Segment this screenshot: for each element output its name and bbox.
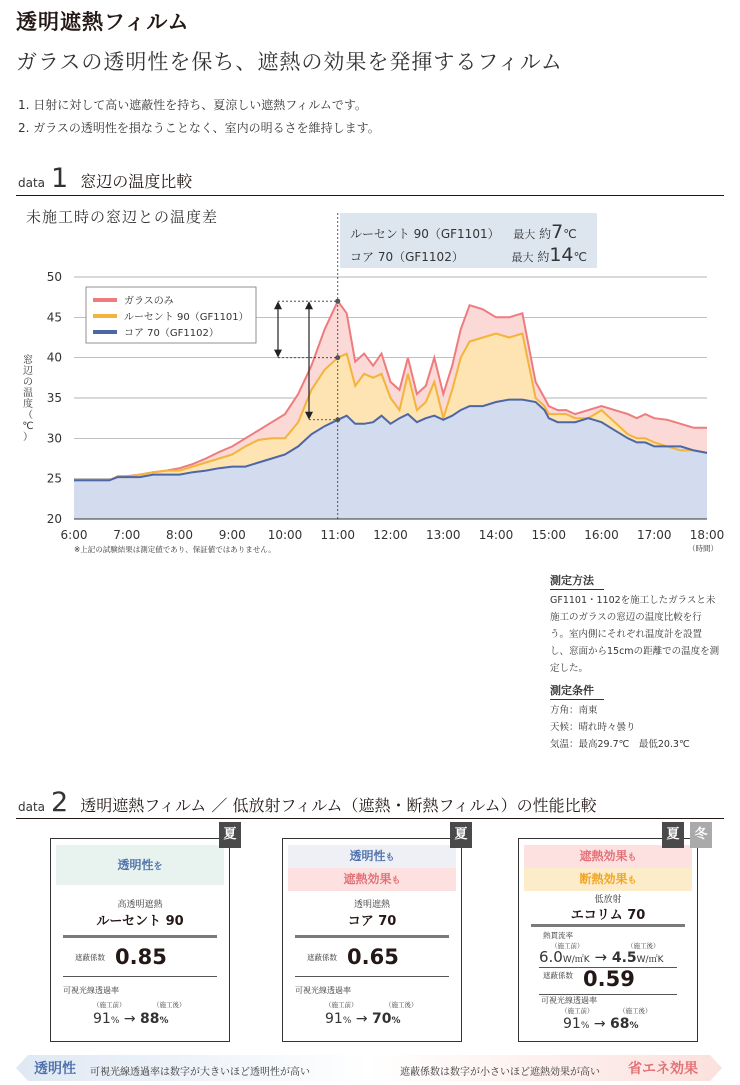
shading-coefficient-value: 0.59 [583, 967, 635, 991]
x-tick-label: 17:00 [636, 528, 672, 542]
method-title: 測定方法 [550, 572, 604, 590]
difference-arrow-lucent-head-bottom [274, 350, 282, 358]
shading-coefficient-value: 0.65 [347, 945, 399, 969]
callout-approx: 約 [539, 227, 552, 241]
shading-coefficient-label: 遮蔽係数 [75, 953, 105, 962]
section2-data-label: data [18, 800, 46, 814]
before-label: （施工前） [561, 1007, 594, 1015]
product-name: ルーセント 90 [96, 914, 184, 929]
bottom-right-title: 省エネ効果 [628, 1061, 698, 1077]
before-label: （施工前） [93, 1001, 126, 1009]
legend-label: コア 70（GF1102） [124, 328, 219, 339]
bottom-left-title: 透明性 [34, 1061, 76, 1077]
page-subtitle: ガラスの透明性を保ち、遮熱の効果を発揮するフィルム [16, 50, 563, 74]
difference-arrow-core-head-top [305, 301, 313, 309]
x-tick-label: 11:00 [320, 528, 356, 542]
divider [63, 976, 217, 977]
callout-max-label: 最大 [513, 228, 536, 241]
after-label: （施工後） [385, 1001, 418, 1009]
bottom-left-desc: 可視光線透過率は数字が大きいほど透明性が高い [90, 1067, 310, 1078]
callout-unit: ℃ [573, 250, 587, 264]
callout-diff-value: 7 [551, 221, 564, 243]
season-badge-summer: 夏 [662, 822, 684, 848]
bottom-legend [16, 1055, 722, 1081]
y-tick-label: 20 [46, 512, 62, 526]
x-tick-label: 12:00 [373, 528, 408, 542]
x-tick-label: 10:00 [267, 528, 303, 542]
y-tick-label: 50 [46, 270, 62, 284]
method-text: GF1101・1102を施工したガラスと未施工のガラスの窓辺の温度比較を行う。室内側にそれぞれ温度計を設置し、窓面から15cmの距離での温度を測定した。 [550, 595, 720, 674]
y-axis-label-char: 辺 [23, 366, 33, 377]
visible-light-values: 91% → 68% [563, 1016, 639, 1032]
thermal-transmittance-values: 6.0W/㎡K → 4.5W/㎡K [539, 948, 664, 966]
product-name: エコリム 70 [570, 908, 646, 923]
callout-max-label: 最大 [511, 251, 534, 264]
section2-rule [16, 818, 724, 819]
shading-coefficient-value: 0.85 [115, 945, 167, 969]
y-axis-label-char: 度 [23, 399, 33, 410]
y-axis-label-char: 窓 [23, 355, 33, 366]
section1-heading [18, 165, 192, 192]
callout-diff-value: 14 [549, 244, 574, 266]
page-title: 透明遮熱フィルム [16, 10, 190, 34]
feature-band-heat-shield: 遮熱効果も [524, 845, 692, 868]
x-tick-label: 9:00 [218, 528, 246, 542]
x-tick-label: 15:00 [531, 528, 567, 542]
divider [295, 935, 449, 938]
x-axis-label: （時間） [688, 544, 718, 553]
y-tick-label: 35 [46, 391, 62, 405]
callout-product: コア 70（GF1102） [350, 250, 464, 264]
product-category: 透明遮熱 [353, 900, 390, 910]
section1-title: 窓辺の温度比較 [80, 172, 193, 191]
season-badge-summer: 夏 [219, 822, 241, 848]
product-card-core70 [282, 838, 462, 1042]
section1-number: 1 [51, 163, 69, 194]
x-tick-label: 6:00 [60, 528, 88, 542]
product-name: コア 70 [347, 914, 397, 929]
measurement-conditions [550, 682, 720, 753]
x-tick-label: 7:00 [113, 528, 141, 542]
before-label: （施工前） [325, 1001, 358, 1009]
after-label: （施工後） [153, 1001, 186, 1009]
product-card-ecolim70 [518, 838, 698, 1042]
x-tick-label: 18:00 [689, 528, 725, 542]
legend-label: ガラスのみ [124, 296, 174, 307]
condition-direction: 方角：南東 [550, 705, 598, 716]
x-tick-label: 8:00 [166, 528, 193, 542]
visible-light-values: 91% → 88% [93, 1011, 169, 1027]
y-axis-label-char: （ [23, 410, 33, 421]
temperature-chart [0, 200, 740, 570]
x-tick-label: 13:00 [425, 528, 461, 542]
feature-point-1: 1. 日射に対して高い遮蔽性を持ち、夏涼しい遮熱フィルムです。 [18, 98, 367, 112]
y-tick-label: 40 [46, 350, 62, 365]
x-tick-label: 16:00 [584, 528, 619, 542]
difference-arrow-lucent-head-top [274, 301, 282, 309]
feature-point-2: 2. ガラスの透明性を損なうことなく、室内の明るさを維持します。 [18, 121, 380, 135]
visible-light-label: 可視光線透過率 [295, 986, 351, 995]
conditions-title: 測定条件 [550, 682, 604, 700]
callout-product: ルーセント 90（GF1101） [350, 227, 500, 241]
chart-subtitle: 未施工時の窓辺との温度差 [26, 208, 219, 226]
y-tick-label: 25 [46, 471, 62, 486]
bottom-right-desc: 遮蔽係数は数字が小さいほど遮熱効果が高い [400, 1067, 600, 1078]
measurement-method [550, 572, 720, 677]
callout-unit: ℃ [563, 227, 577, 241]
x-tick-label: 14:00 [478, 528, 514, 542]
legend-label: ルーセント 90（GF1101） [124, 312, 249, 323]
u-after-label: （施工後） [627, 942, 660, 950]
section1-rule [16, 195, 724, 196]
product-card-lucent90 [50, 838, 230, 1042]
feature-band-transparency: 透明性を [56, 845, 224, 885]
season-badge-summer: 夏 [450, 822, 472, 848]
after-label: （施工後） [619, 1007, 652, 1015]
section1-data-label: data [18, 176, 46, 190]
visible-light-values: 91% → 70% [325, 1011, 401, 1027]
product-category: 高透明遮熱 [117, 900, 163, 910]
u-before-label: （施工前） [551, 942, 584, 950]
thermal-transmittance-label: 熱貫流率 [543, 931, 573, 940]
y-axis-label-char: の [23, 377, 33, 388]
callout-approx: 約 [537, 250, 550, 264]
feature-band-heat-shield: 遮熱効果も [288, 868, 456, 891]
y-tick-label: 30 [46, 431, 62, 446]
section2-number: 2 [51, 787, 69, 818]
feature-band-transparency: 透明性も [288, 845, 456, 868]
divider [531, 924, 685, 927]
product-category: 低放射 [594, 895, 622, 905]
visible-light-label: 可視光線透過率 [63, 986, 119, 995]
shading-coefficient-label: 遮蔽係数 [543, 971, 573, 980]
condition-weather: 天候：晴れ時々曇り [550, 722, 636, 733]
visible-light-label: 可視光線透過率 [541, 996, 597, 1005]
y-axis-label-char: 温 [23, 388, 33, 399]
divider [63, 935, 217, 938]
feature-band-insulation: 断熱効果も [524, 868, 692, 891]
chart-note: ※上記の試験結果は測定値であり、保証値ではありません。 [74, 545, 276, 554]
y-axis-label-char: ℃ [22, 421, 34, 432]
shading-coefficient-label: 遮蔽係数 [307, 953, 337, 962]
season-badge-winter: 冬 [690, 822, 712, 848]
y-tick-label: 45 [46, 310, 62, 325]
section2-title: 透明遮熱フィルム ／ 低放射フィルム（遮熱・断熱フィルム）の性能比較 [80, 796, 597, 815]
y-axis-label-char: ） [23, 432, 33, 443]
divider [295, 976, 449, 977]
section2-heading [18, 789, 597, 816]
condition-temperature: 気温：最高29.7℃ 最低20.3℃ [550, 739, 690, 750]
